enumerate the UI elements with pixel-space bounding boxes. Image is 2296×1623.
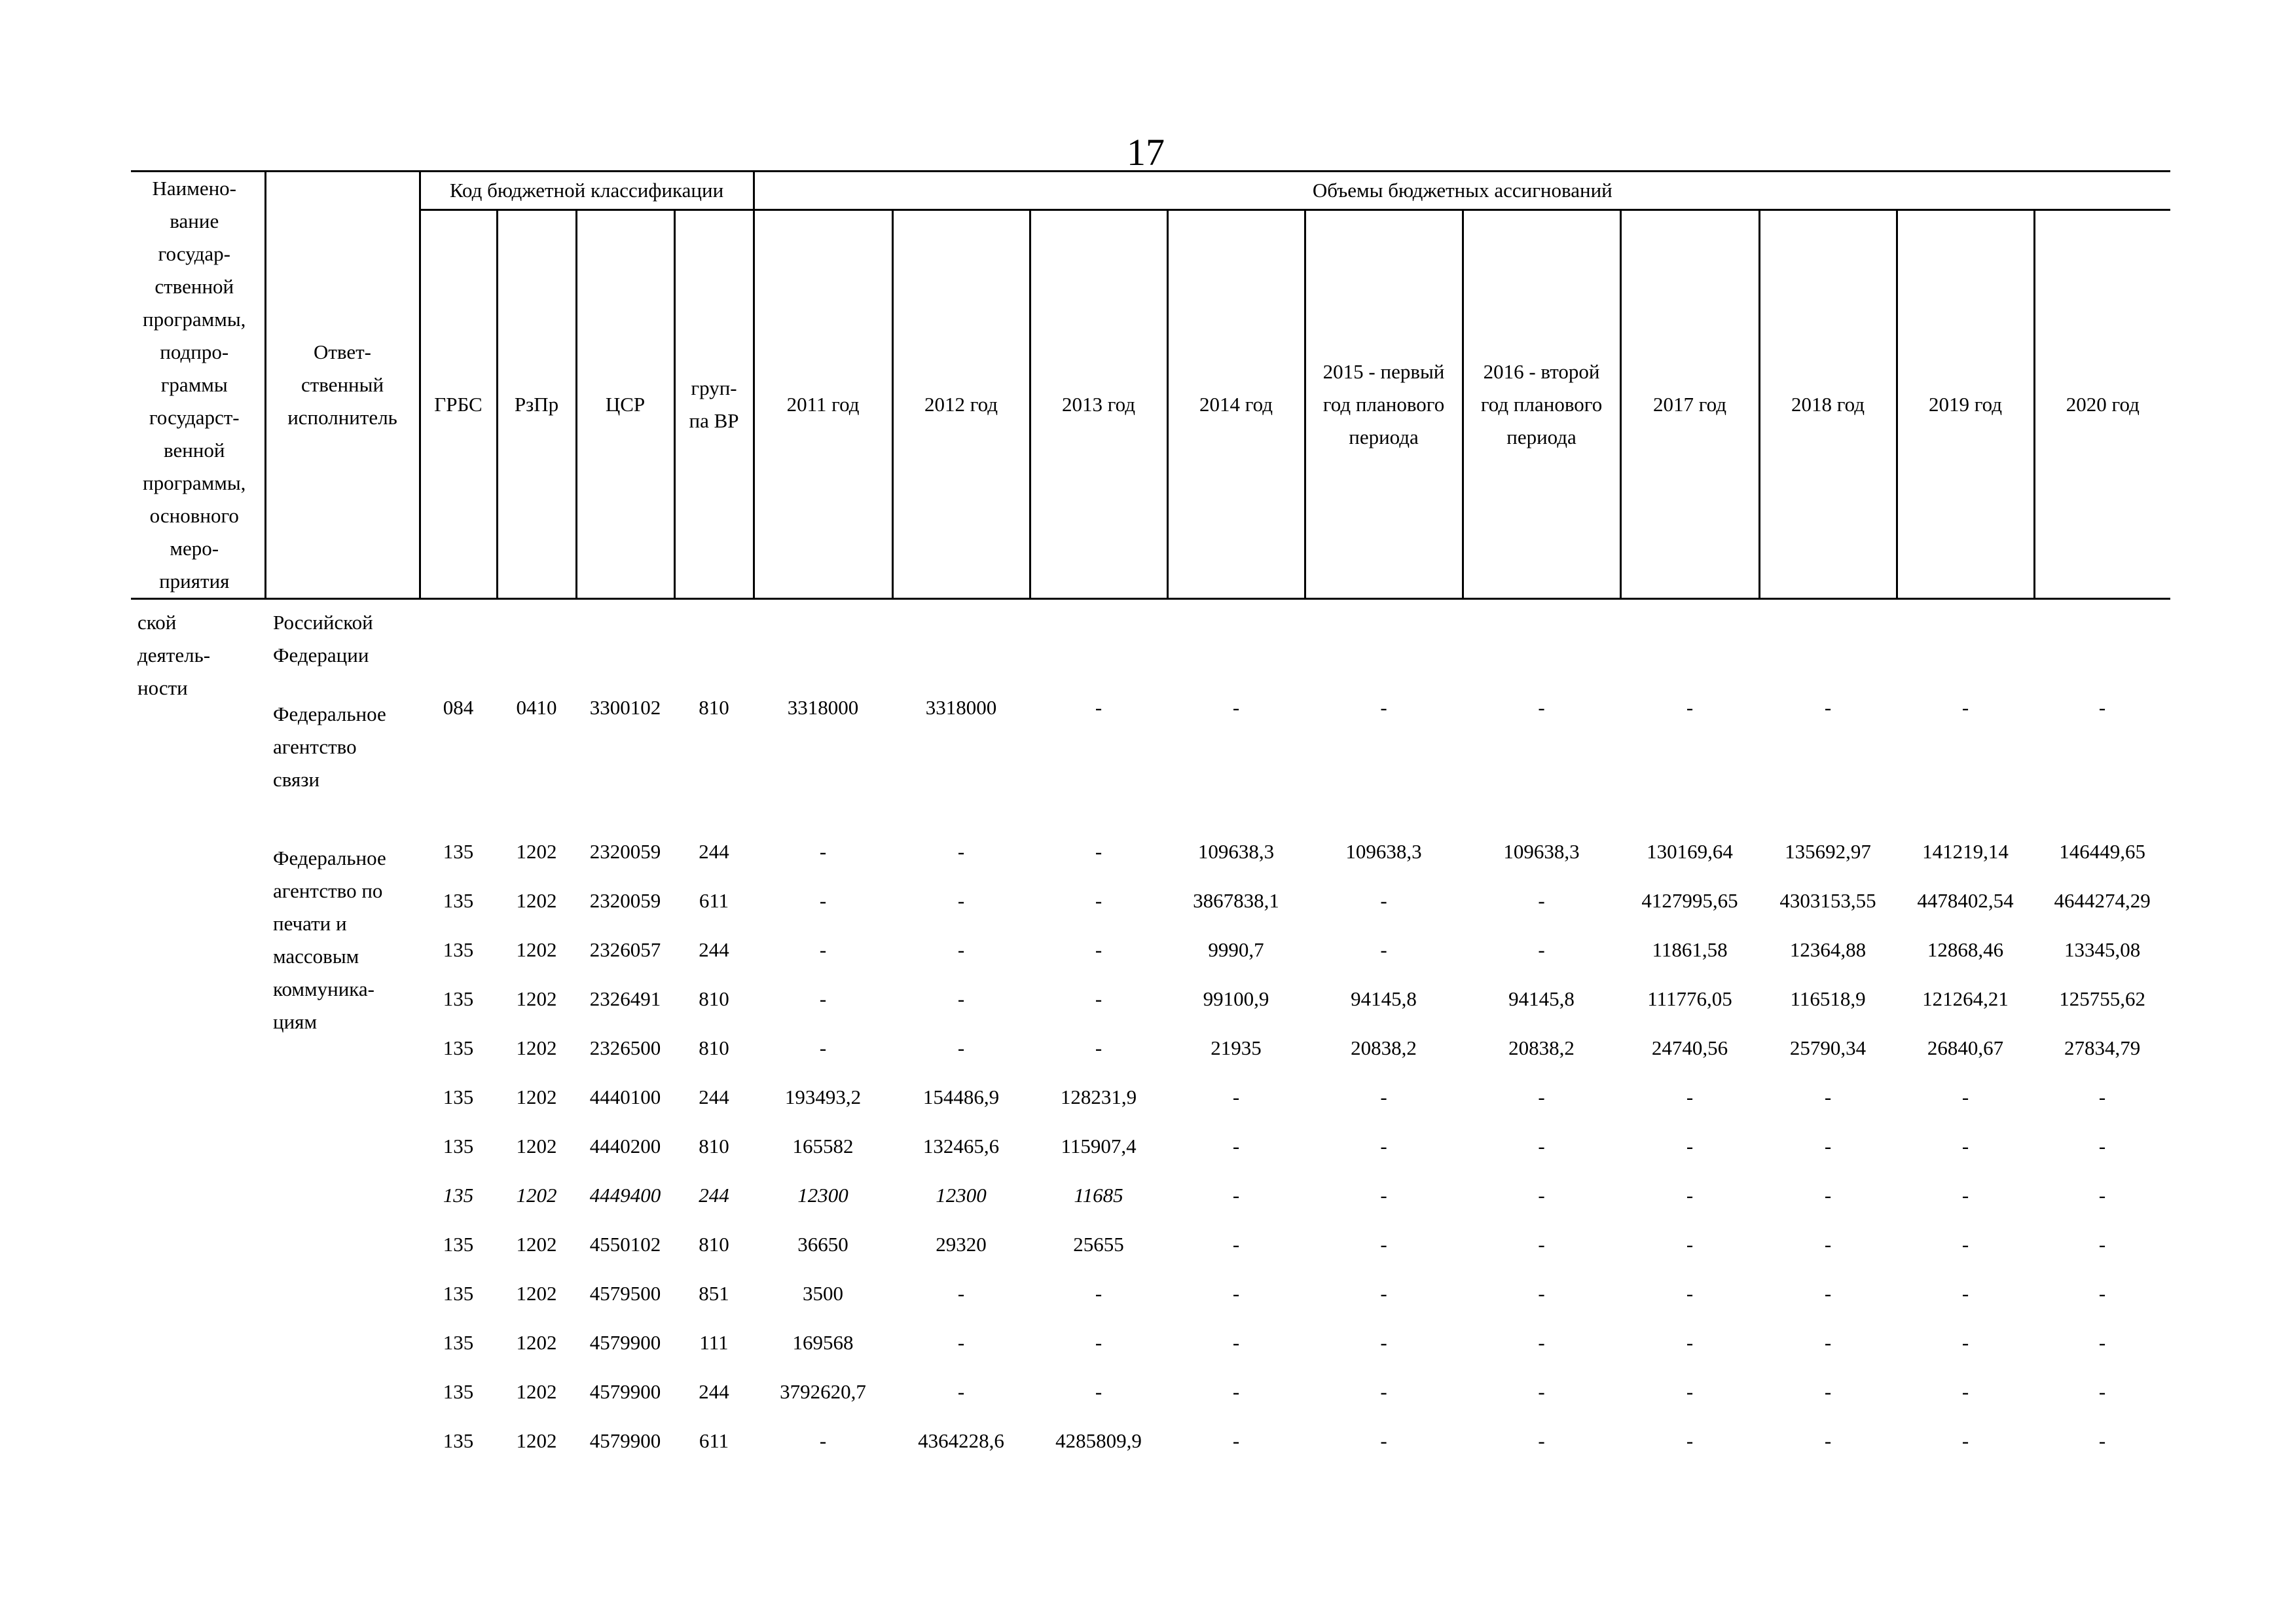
table-cell: 109638,3 <box>1345 840 1422 863</box>
table-cell: 135 <box>443 1380 474 1403</box>
table-cell: - <box>2098 1282 2106 1305</box>
table-cell: - <box>1686 1184 1694 1207</box>
column-header-program-name <box>131 172 265 599</box>
table-cell: - <box>1824 1429 1832 1452</box>
table-cell: 130169,64 <box>1647 840 1733 863</box>
table-cell: 4303153,55 <box>1779 889 1876 912</box>
table-cell: 3318000 <box>925 696 997 719</box>
table-cell: 1202 <box>516 840 557 863</box>
table-cell: - <box>1380 1331 1387 1354</box>
table-cell: 193493,2 <box>784 1085 862 1108</box>
table-cell: 11685 <box>1074 1184 1123 1207</box>
table-cell: 154486,9 <box>922 1085 1000 1108</box>
table-row <box>131 1228 2170 1277</box>
table-cell: - <box>1961 696 1969 719</box>
table-cell: 135 <box>443 938 474 961</box>
responsible-line: Федерации <box>273 644 369 666</box>
responsible-header-line: ственный <box>301 373 384 396</box>
table-cell: - <box>1232 1135 1240 1158</box>
table-cell: - <box>2098 1135 2106 1158</box>
table-cell: 1202 <box>516 987 557 1010</box>
table-cell: 135 <box>443 1429 474 1452</box>
table-cell: - <box>819 840 827 863</box>
table-cell: 4579900 <box>589 1429 661 1452</box>
table-cell: 611 <box>699 1429 729 1452</box>
table-cell: 611 <box>699 889 729 912</box>
table-cell: 3300102 <box>589 696 661 719</box>
table-cell: - <box>1380 1135 1387 1158</box>
table-row <box>131 1326 2170 1376</box>
table-cell: 109638,3 <box>1503 840 1580 863</box>
empty-cell <box>1620 599 1759 692</box>
table-cell: - <box>1824 1331 1832 1354</box>
program-name-header-line: государ- <box>158 242 230 265</box>
table-cell: 135 <box>443 1331 474 1354</box>
table-cell: - <box>2098 1380 2106 1403</box>
table-cell: 29320 <box>936 1233 987 1256</box>
table-row <box>131 1425 2170 1474</box>
responsible-line: Российской <box>273 611 373 634</box>
empty-cell <box>1897 599 2034 692</box>
table-row <box>131 983 2170 1032</box>
table-cell: 4579900 <box>589 1331 661 1354</box>
table-cell: 135 <box>443 1085 474 1108</box>
table-cell: - <box>1380 889 1387 912</box>
table-cell: 2326500 <box>589 1036 661 1059</box>
table-cell: 0410 <box>516 696 557 719</box>
table-cell: - <box>957 1380 965 1403</box>
table-cell: - <box>1824 1085 1832 1108</box>
table-cell: 135 <box>443 1184 474 1207</box>
table-cell: 169568 <box>792 1331 854 1354</box>
empty-cell <box>754 599 892 692</box>
table-cell: - <box>1232 1233 1240 1256</box>
empty-cell <box>497 599 576 692</box>
table-cell: 1202 <box>516 1135 557 1158</box>
table-cell: - <box>1686 1380 1694 1403</box>
column-header-grbs: ГРБС <box>420 210 497 599</box>
table-cell: 4478402,54 <box>1917 889 2014 912</box>
table-cell: 851 <box>699 1282 729 1305</box>
column-header-2018: 2018 год <box>1759 210 1897 599</box>
table-cell: - <box>1095 889 1102 912</box>
table-cell: - <box>957 1331 965 1354</box>
program-name-header-line: меро- <box>170 537 219 560</box>
program-name-line: ности <box>137 676 188 699</box>
table-cell: - <box>1538 1331 1545 1354</box>
table-cell: 99100,9 <box>1203 987 1269 1010</box>
table-cell: - <box>1095 938 1102 961</box>
table-cell: - <box>957 938 965 961</box>
table-cell: - <box>1538 938 1545 961</box>
table-cell: - <box>1686 1282 1694 1305</box>
table-cell: 111776,05 <box>1647 987 1732 1010</box>
table-cell: 11861,58 <box>1652 938 1728 961</box>
table-cell: 141219,14 <box>1922 840 2009 863</box>
table-cell: 084 <box>443 696 474 719</box>
program-name-header-line: программы, <box>143 471 246 494</box>
table-cell: - <box>1961 1085 1969 1108</box>
table-cell: - <box>1538 1429 1545 1452</box>
table-cell: 20838,2 <box>1508 1036 1575 1059</box>
table-cell: 2326057 <box>589 938 661 961</box>
table-row <box>131 691 2170 835</box>
header-budget-code-group: Код бюджетной классификации <box>420 172 754 210</box>
table-cell: 810 <box>699 1233 729 1256</box>
table-cell: - <box>1538 1184 1545 1207</box>
table-cell: - <box>2098 1331 2106 1354</box>
table-cell: - <box>1095 1282 1102 1305</box>
column-header-2016: 2016 - второй год планового периода <box>1463 210 1620 599</box>
program-name-header-line: Наимено- <box>152 177 237 200</box>
table-cell: 1202 <box>516 1233 557 1256</box>
table-cell: - <box>1538 1085 1545 1108</box>
table-cell: 4440200 <box>589 1135 661 1158</box>
program-name-line: ской <box>137 611 177 634</box>
table-cell: 94145,8 <box>1351 987 1417 1010</box>
table-cell: - <box>1824 1184 1832 1207</box>
table-cell: 132465,6 <box>922 1135 1000 1158</box>
table-cell: 2320059 <box>589 889 661 912</box>
table-cell: - <box>1961 1331 1969 1354</box>
column-header-2015: 2015 - первый год планового периода <box>1305 210 1463 599</box>
table-row <box>131 835 2170 884</box>
table-cell: 244 <box>699 1085 729 1108</box>
program-name-header-line: основного <box>149 504 239 527</box>
empty-cell <box>1759 599 1897 692</box>
table-cell: - <box>1961 1282 1969 1305</box>
table-cell: - <box>819 987 827 1010</box>
table-cell: 13345,08 <box>2064 938 2141 961</box>
responsible-line: циям <box>273 1010 318 1033</box>
table-cell: - <box>957 987 965 1010</box>
table-cell: 810 <box>699 987 729 1010</box>
table-cell: 1202 <box>516 1429 557 1452</box>
table-cell: 12364,88 <box>1789 938 1867 961</box>
table-cell: - <box>957 840 965 863</box>
table-cell: - <box>1095 1380 1102 1403</box>
page-number: 17 <box>1127 131 1165 173</box>
column-header-vr: груп- па ВР <box>674 210 754 599</box>
table-cell: - <box>1538 696 1545 719</box>
table-cell: - <box>2098 1184 2106 1207</box>
table-row <box>131 1081 2170 1130</box>
empty-cell <box>576 599 674 692</box>
table-cell: 4285809,9 <box>1055 1429 1142 1452</box>
table-cell: - <box>819 889 827 912</box>
table-cell: 9990,7 <box>1208 938 1264 961</box>
column-header-2011: 2011 год <box>754 210 892 599</box>
table-cell: 111 <box>699 1331 729 1354</box>
table-cell: 810 <box>699 696 729 719</box>
table-cell: 3318000 <box>787 696 859 719</box>
table-cell: 810 <box>699 1036 729 1059</box>
table-cell: 1202 <box>516 1085 557 1108</box>
table-row <box>131 934 2170 983</box>
table-cell: - <box>1538 1135 1545 1158</box>
table-cell: - <box>1380 1233 1387 1256</box>
table-cell: 135 <box>443 1233 474 1256</box>
table-cell: 4644274,29 <box>2054 889 2151 912</box>
table-cell: - <box>1095 696 1102 719</box>
table-cell: - <box>1686 1233 1694 1256</box>
empty-cell <box>1030 599 1167 692</box>
table-cell: - <box>1961 1429 1969 1452</box>
table-cell: 12300 <box>936 1184 987 1207</box>
table-cell: 135 <box>443 1282 474 1305</box>
table-cell: - <box>1232 1331 1240 1354</box>
column-header-csr: ЦСР <box>576 210 674 599</box>
table-cell: 26840,67 <box>1927 1036 2004 1059</box>
table-cell: - <box>2098 1233 2106 1256</box>
table-cell: 244 <box>699 1184 729 1207</box>
table-cell: - <box>1380 1429 1387 1452</box>
table-cell: - <box>1824 1282 1832 1305</box>
table-cell: - <box>1095 1036 1102 1059</box>
table-cell: 1202 <box>516 1036 557 1059</box>
header-volumes-group: Объемы бюджетных ассигнований <box>754 172 2170 210</box>
table-cell: - <box>1380 1282 1387 1305</box>
budget-allocation-table <box>131 170 2170 1474</box>
table-cell: - <box>1232 1184 1240 1207</box>
table-cell: 135 <box>443 987 474 1010</box>
table-cell: 94145,8 <box>1508 987 1575 1010</box>
table-cell: 116518,9 <box>1790 987 1866 1010</box>
table-cell: - <box>819 938 827 961</box>
table-row <box>131 1277 2170 1326</box>
empty-cell <box>1305 599 1463 692</box>
table-cell: - <box>819 1036 827 1059</box>
column-header-rzpr: РзПр <box>497 210 576 599</box>
table-cell: 165582 <box>792 1135 854 1158</box>
table-cell: 115907,4 <box>1061 1135 1137 1158</box>
table-row <box>131 1130 2170 1179</box>
responsible-line: агентство по <box>273 879 383 902</box>
table-cell: 1202 <box>516 1184 557 1207</box>
program-name-cell <box>131 599 265 1474</box>
table-cell: - <box>1686 1429 1694 1452</box>
responsible-line: печати и <box>273 912 347 935</box>
table-cell: 1202 <box>516 889 557 912</box>
table-cell: - <box>1686 1135 1694 1158</box>
table-cell: 25790,34 <box>1789 1036 1867 1059</box>
responsible-cell <box>265 599 420 692</box>
table-cell: 109638,3 <box>1197 840 1275 863</box>
program-name-header-line: подпро- <box>160 340 229 363</box>
table-cell: 810 <box>699 1135 729 1158</box>
table-cell: - <box>2098 696 2106 719</box>
responsible-line: коммуника- <box>273 977 374 1000</box>
program-name-header-line: государст- <box>149 406 240 429</box>
empty-cell <box>2034 599 2170 692</box>
table-cell: - <box>1961 1184 1969 1207</box>
table-cell: 24740,56 <box>1651 1036 1728 1059</box>
empty-cell <box>1463 599 1620 692</box>
table-cell: 128231,9 <box>1060 1085 1137 1108</box>
responsible-cell <box>265 691 420 835</box>
table-cell: 1202 <box>516 1282 557 1305</box>
table-cell: 25655 <box>1073 1233 1124 1256</box>
table-cell: - <box>957 1036 965 1059</box>
table-cell: - <box>2098 1429 2106 1452</box>
table-cell: - <box>1538 889 1545 912</box>
table-cell: - <box>957 889 965 912</box>
table-cell: - <box>1961 1380 1969 1403</box>
table-cell: 135 <box>443 1036 474 1059</box>
table-cell: - <box>1380 1380 1387 1403</box>
table-cell: 2326491 <box>589 987 661 1010</box>
table-row <box>131 1179 2170 1228</box>
table-cell: - <box>1232 696 1240 719</box>
table-cell: 146449,65 <box>2059 840 2145 863</box>
responsible-header-line: Ответ- <box>313 340 372 363</box>
table-cell: 3792620,7 <box>780 1380 866 1403</box>
responsible-line: Федеральное <box>273 847 386 869</box>
table-cell: - <box>1232 1380 1240 1403</box>
table-cell: 2320059 <box>589 840 661 863</box>
table-cell: - <box>1380 696 1387 719</box>
table-cell: 4449400 <box>589 1184 661 1207</box>
table-cell: - <box>1686 1085 1694 1108</box>
table-cell: 135 <box>443 889 474 912</box>
program-name-header-line: граммы <box>160 373 228 396</box>
table-cell: 135 <box>443 1135 474 1158</box>
table-cell: 3500 <box>803 1282 844 1305</box>
table-cell: - <box>1686 696 1694 719</box>
table-cell: 4440100 <box>589 1085 661 1108</box>
table-cell: - <box>1380 1184 1387 1207</box>
program-name-header-line: вание <box>170 210 219 232</box>
responsible-line: Федеральное <box>273 702 386 725</box>
column-header-2013: 2013 год <box>1030 210 1167 599</box>
program-name-header-line: приятия <box>159 570 230 593</box>
empty-cell <box>892 599 1030 692</box>
table-cell: - <box>1538 1282 1545 1305</box>
table-cell: 1202 <box>516 1331 557 1354</box>
table-cell: 4550102 <box>589 1233 661 1256</box>
column-header-2014: 2014 год <box>1167 210 1305 599</box>
program-name-header-line: ственной <box>155 275 234 298</box>
table-cell: - <box>1824 1135 1832 1158</box>
table-cell: 125755,62 <box>2059 987 2145 1010</box>
table-cell: 4579900 <box>589 1380 661 1403</box>
table-cell: 244 <box>699 840 729 863</box>
table-cell: 1202 <box>516 938 557 961</box>
table-cell: - <box>2098 1085 2106 1108</box>
table-cell: 135 <box>443 840 474 863</box>
table-cell: - <box>1095 840 1102 863</box>
table-cell: 21935 <box>1211 1036 1262 1059</box>
table-row <box>131 1032 2170 1081</box>
program-name-line: деятель- <box>137 644 211 666</box>
table-row <box>131 884 2170 934</box>
table-cell: 1202 <box>516 1380 557 1403</box>
table-cell: - <box>1095 987 1102 1010</box>
table-cell: - <box>1538 1380 1545 1403</box>
table-cell: - <box>1232 1085 1240 1108</box>
table-cell: 12300 <box>797 1184 848 1207</box>
empty-cell <box>420 599 497 692</box>
table-cell: 244 <box>699 1380 729 1403</box>
table-cell: - <box>1232 1429 1240 1452</box>
column-header-2019: 2019 год <box>1897 210 2034 599</box>
table-cell: 20838,2 <box>1351 1036 1417 1059</box>
table-cell: 4579500 <box>589 1282 661 1305</box>
table-cell: - <box>1824 696 1832 719</box>
table-cell: - <box>1686 1331 1694 1354</box>
responsible-header-line: исполнитель <box>287 406 397 429</box>
table-row-lead <box>131 599 2170 692</box>
table-cell: 27834,79 <box>2064 1036 2141 1059</box>
responsible-line: агентство <box>273 735 357 758</box>
table-cell: 3867838,1 <box>1193 889 1279 912</box>
table-cell: - <box>1538 1233 1545 1256</box>
table-cell: - <box>1824 1380 1832 1403</box>
table-row <box>131 1376 2170 1425</box>
table-cell: 12868,46 <box>1927 938 2004 961</box>
column-header-2017: 2017 год <box>1620 210 1759 599</box>
column-header-2020: 2020 год <box>2034 210 2170 599</box>
table-cell: 135692,97 <box>1785 840 1871 863</box>
table-cell: 4364228,6 <box>918 1429 1004 1452</box>
table-cell: - <box>957 1282 965 1305</box>
table-cell: - <box>1380 938 1387 961</box>
column-header-2012: 2012 год <box>892 210 1030 599</box>
column-header-responsible <box>265 172 420 599</box>
responsible-line: массовым <box>273 945 359 968</box>
program-name-header-line: программы, <box>143 308 246 331</box>
program-name-header-line: венной <box>164 439 225 462</box>
table-cell: - <box>1961 1135 1969 1158</box>
table-cell: 36650 <box>797 1233 848 1256</box>
empty-cell <box>1167 599 1305 692</box>
table-cell: 121264,21 <box>1922 987 2009 1010</box>
table-cell: - <box>819 1429 827 1452</box>
table-cell: - <box>1824 1233 1832 1256</box>
table-cell: - <box>1232 1282 1240 1305</box>
table-cell: - <box>1095 1331 1102 1354</box>
responsible-line: связи <box>273 768 320 791</box>
table-cell: 244 <box>699 938 729 961</box>
responsible-cell <box>265 835 420 1474</box>
table-cell: - <box>1961 1233 1969 1256</box>
empty-cell <box>674 599 754 692</box>
table-cell: - <box>1380 1085 1387 1108</box>
table-cell: 4127995,65 <box>1641 889 1738 912</box>
